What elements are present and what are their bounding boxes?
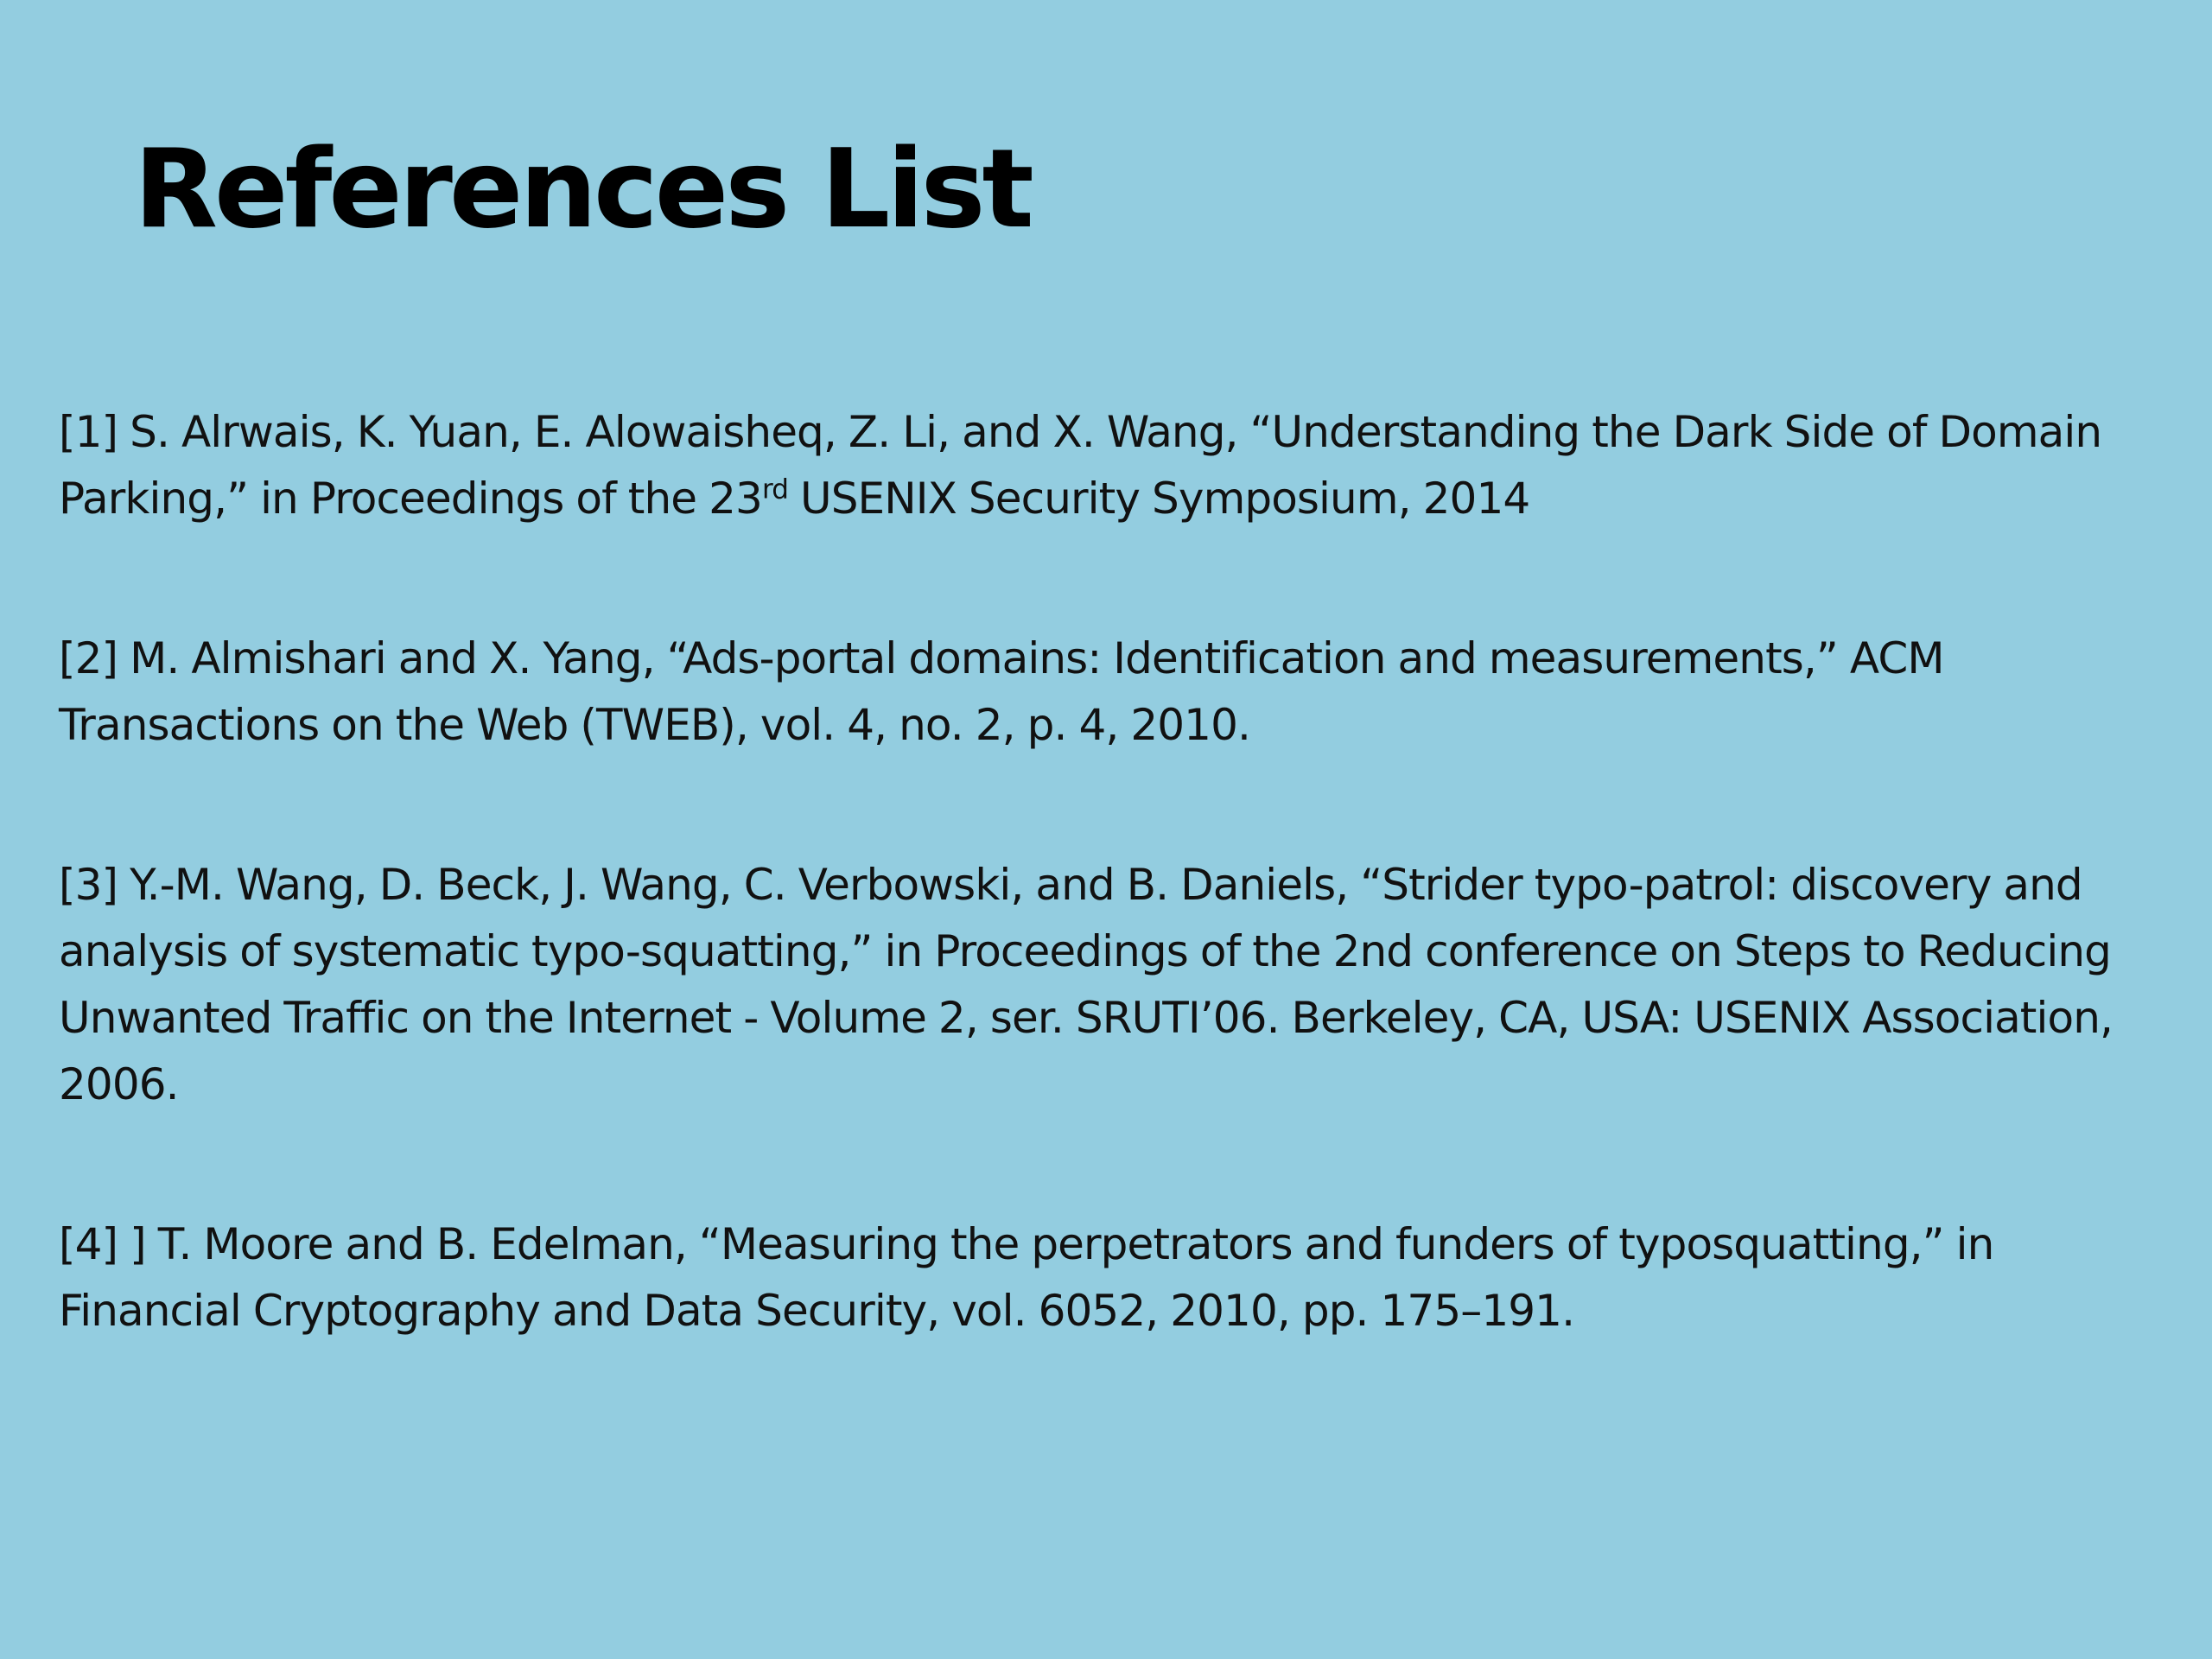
reference-number: [4]	[59, 1219, 118, 1269]
reference-item-4	[59, 1211, 2167, 1344]
reference-text: ] T. Moore and B. Edelman, “Measuring the perpetrators and funders of typosquatting,” in Financial Cryptography and Data Security, vol. 6052, 2010, pp. 175–191.	[59, 1219, 1994, 1336]
slide-title: References List	[134, 125, 1031, 252]
references-list	[59, 399, 2167, 1344]
reference-number: [2]	[59, 633, 118, 683]
reference-text: M. Almishari and X. Yang, “Ads-portal domains: Identification and measurements,” ACM Transactions on the Web (TWEB), vol. 4, no. 2, p. 4, 2010.	[59, 633, 1944, 750]
reference-text: S. Alrwais, K. Yuan, E. Alowaisheq, Z. Li, and X. Wang, “Understanding the Dark Side of Domain Parking,” in Proceedings of the 23	[59, 407, 2102, 524]
reference-text-continuation: USENIX Security Symposium, 2014	[788, 474, 1530, 524]
reference-item-3	[59, 852, 2167, 1118]
reference-number: [3]	[59, 860, 118, 910]
reference-text: Y.-M. Wang, D. Beck, J. Wang, C. Verbowski, and B. Daniels, “Strider typo-patrol: discovery and analysis of systematic typo-squatting,” in Proceedings of the 2nd conference on Steps to Reducing Unwanted Traffic on the Internet - Volume 2, ser. SRUTI’06. Berkeley, CA, USA: USENIX Association, 2006.	[59, 860, 2113, 1109]
reference-number: [1]	[59, 407, 118, 457]
reference-item-2	[59, 626, 2167, 759]
reference-item-1	[59, 399, 2167, 532]
ordinal-superscript: rd	[761, 474, 789, 505]
